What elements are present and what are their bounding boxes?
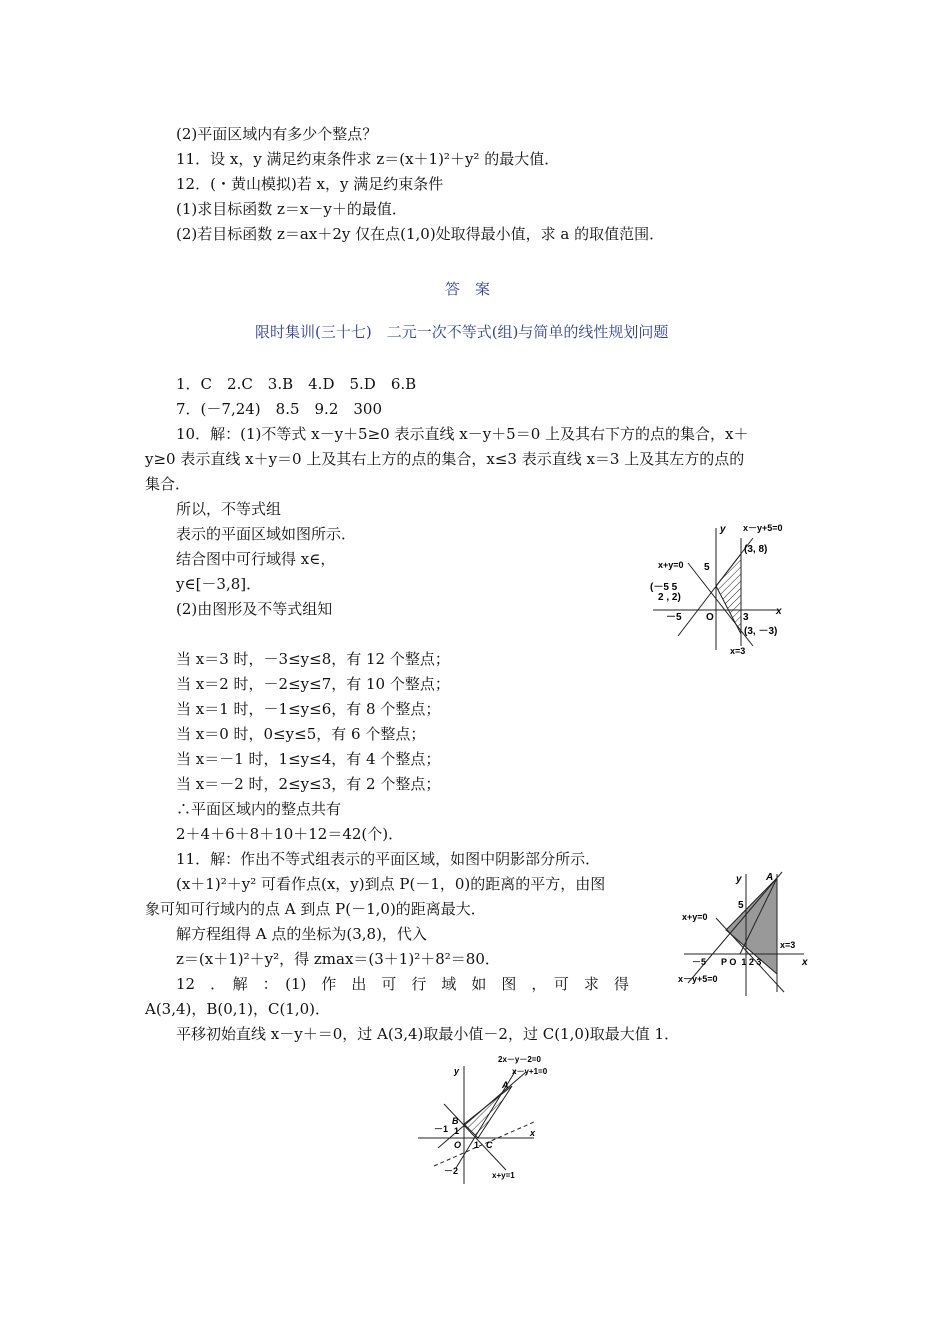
label-line-x3: x=3 xyxy=(780,940,796,950)
a10-line6: 结合图中可行域得 x∈， xyxy=(176,550,336,568)
a12-line1: 12 ． 解 ： (1) 作 出 可 行 域 如 图 ， 可 求 得 xyxy=(176,975,629,993)
a11-line5: z＝(x＋1)²＋y²，得 zmax＝(3＋1)²＋8²＝80． xyxy=(176,950,500,968)
q12-part1: (1)求目标函数 z＝x－y＋的最值． xyxy=(176,200,407,218)
a11-line3: 象可知可行域内的点 A 到点 P(－1,0)的距离最大． xyxy=(145,900,486,918)
a12-line3: 平移初始直线 x－y＋＝0，过 A(3,4)取最小值－2，过 C(1,0)取最大值 1． xyxy=(176,1025,680,1043)
label-y-axis: y xyxy=(736,874,742,885)
label-line-xy: x+y=0 xyxy=(682,912,708,922)
label-line-top: x－y+5=0 xyxy=(743,523,783,533)
figure-q11 xyxy=(676,868,816,998)
a10-line2: y≥0 表示直线 x＋y＝0 上及其右上方的点的集合，x≤3 表示直线 x＝3 上及其左方的点的 xyxy=(145,450,745,468)
label-line-x3: x=3 xyxy=(730,646,746,656)
label-point-a: (3, 8) xyxy=(744,544,768,555)
label-three: 3 xyxy=(743,612,749,623)
figure-q10 xyxy=(648,518,808,658)
a10-line16: 2＋4＋6＋8＋10＋12＝42(个)． xyxy=(176,825,404,843)
label-line-bottom: x－y+5=0 xyxy=(678,974,718,984)
answers-title: 答 案 xyxy=(445,280,491,298)
q12: 12．(・黄山模拟)若 x，y 满足约束条件 xyxy=(176,175,444,193)
label-one-x: 1 xyxy=(474,1140,480,1150)
a10-line12: 当 x＝0 时，0≤y≤5，有 6 个整点； xyxy=(176,725,426,743)
a11-line4: 解方程组得 A 点的坐标为(3,8)，代入 xyxy=(176,925,427,943)
a10-line7: y∈[－3,8]． xyxy=(176,575,262,593)
figure-q12-svg xyxy=(416,1052,566,1188)
label-one-y: 1 xyxy=(454,1126,460,1136)
label-x-axis: x xyxy=(530,1128,536,1138)
a10-line10: 当 x＝2 时，－2≤y≤7，有 10 个整点； xyxy=(176,675,450,693)
label-y-axis: y xyxy=(454,1066,460,1076)
label-five: 5 xyxy=(704,562,710,573)
label-minus1: －1 xyxy=(434,1124,449,1134)
label-point-left-bot: 2 , 2) xyxy=(658,592,681,603)
a10-line9: 当 x＝3 时，－3≤y≤8，有 12 个整点； xyxy=(176,650,450,668)
line-x-minus-y-plus-1 xyxy=(438,1072,526,1148)
q12-part2: (2)若目标函数 z＝ax＋2y 仅在点(1,0)处取得最小值，求 a 的取值范围． xyxy=(176,225,665,243)
q11: 11．设 x，y 满足约束条件求 z＝(x＋1)²＋y² 的最大值． xyxy=(176,150,560,168)
a11-line2: (x＋1)²＋y² 可看作点(x，y)到点 P(－1，0)的距离的平方，由图 xyxy=(176,875,606,893)
a10-line11: 当 x＝1 时，－1≤y≤6，有 8 个整点； xyxy=(176,700,441,718)
q10-part2: (2)平面区域内有多少个整点？ xyxy=(176,125,378,143)
label-c: C xyxy=(486,1140,493,1150)
a12-line2: A(3,4)，B(0,1)，C(1,0)． xyxy=(145,1000,331,1018)
figure-q12 xyxy=(416,1052,566,1188)
label-point-left-top: (－5 5 xyxy=(650,582,678,593)
a10-line1: 10．解：(1)不等式 x－y＋5≥0 表示直线 x－y＋5＝0 上及其右下方的点的集合，x＋ xyxy=(176,425,749,443)
a10-line14: 当 x＝－2 时，2≤y≤3，有 2 个整点； xyxy=(176,775,441,793)
label-point-b: (3, －3) xyxy=(744,626,778,637)
answer-choices: 1．C 2.C 3.B 4.D 5.D 6.B xyxy=(176,375,417,393)
a10-line13: 当 x＝－1 时，1≤y≤4，有 4 个整点； xyxy=(176,750,441,768)
label-y-axis: y xyxy=(720,524,726,535)
label-line3: x+y=1 xyxy=(492,1171,515,1180)
feasible-region xyxy=(716,554,741,634)
line-x-plus-y-1 xyxy=(444,1104,506,1170)
feasible-region xyxy=(464,1086,512,1138)
a11-line1: 11．解：作出不等式组表示的平面区域，如图中阴影部分所示． xyxy=(176,850,601,868)
label-b: B xyxy=(452,1116,459,1126)
a10-line3: 集合． xyxy=(145,475,191,493)
label-x-axis: x xyxy=(802,957,808,968)
label-five: 5 xyxy=(738,900,744,911)
label-x-axis: x xyxy=(776,606,782,617)
label-line2: x－y+1=0 xyxy=(512,1067,548,1076)
figure-q10-svg xyxy=(648,518,808,658)
label-minus2: －2 xyxy=(444,1166,459,1176)
label-a: A xyxy=(502,1080,509,1090)
label-a: A xyxy=(766,872,774,883)
label-line-xy: x+y=0 xyxy=(658,560,684,570)
figure-q11-svg xyxy=(676,868,816,998)
section-title: 限时集训(三十七) 二元一次不等式(组)与简单的线性规划问题 xyxy=(255,323,669,341)
label-line1: 2x－y－2=0 xyxy=(498,1055,541,1064)
answer-fill: 7．(－7,24) 8.5 9.2 300 xyxy=(176,400,382,418)
a10-line8: (2)由图形及不等式组知 xyxy=(176,600,333,618)
label-origin: O xyxy=(706,612,714,623)
label-origin: O xyxy=(454,1140,462,1150)
label-ticks: －5 P O 1 2 3 xyxy=(692,957,762,967)
a10-line4: 所以，不等式组 xyxy=(176,500,282,518)
a10-line5: 表示的平面区域如图所示． xyxy=(176,525,357,543)
label-minus5: －5 xyxy=(666,612,682,623)
a10-line15: ∴平面区域内的整点共有 xyxy=(176,800,342,818)
